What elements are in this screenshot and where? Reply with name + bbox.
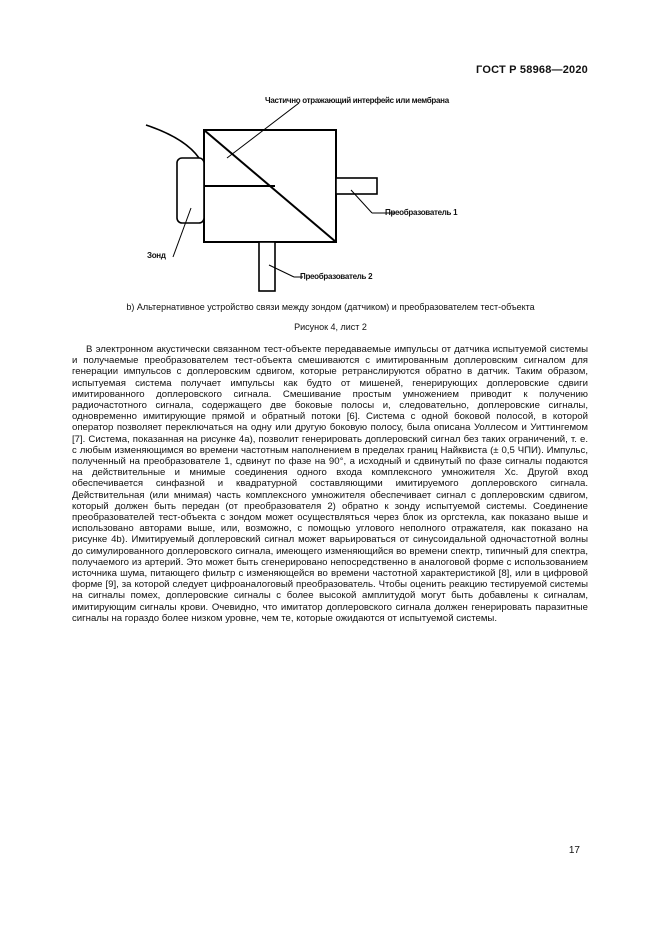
body-text [72,344,588,624]
body-paragraph: В электронном акустически связанном тест-объекте передаваемые импульсы от датчика испытуемой системы и получаемые преобразователем тест-объекта смешиваются с имитированным доплеровским сигналом для генерации импульсов с доплеровским сдвигом, которые ретранслируются обратно в датчик. Таким образом, испытуемая система получает импульсы как будто от мишеней, генерирующих доплеровские сдвиги имитированного доплеровского сигнала. Смешивание простым умножением приводит к получению радиочастотного сигнала, содержащего две боковые полосы и, следовательно, доплеровские сигналы, одновременно имитирующие прямой и обратный потоки [6]. Система с одной боковой полосой, в которой оператор позволяет переключаться на одну или другую боковую полосу, была описана Уоллесом и Уиттингемом [7]. Система, показанная на рисунке 4a), позволит генерировать доплеровский сигнал без таких ограничений, т. е. с любым изменяющимся во времени частотным наполнением в пределах границ Найквиста (± 0,5 ЧПИ). Импульс, полученный на преобразователе 1, сдвинут по фазе на 90°, а исходный и сдвинутый по фазе сигналы подаются на действительные и мнимые соединения одного входа комплексного умножителя Xc. Другой вход обеспечивается синфазной и квадратурной составляющими имитируемого доплеровского сигнала. Действительная (или мнимая) часть комплексного умножителя обеспечивает сигнал с доплеровским сдвигом, который должен быть передан (от преобразователя 2) обратно к зонду испытуемой системы. Соединение преобразователей тест-объекта с зондом может осуществляться через блок из оргстекла, как показано выше и использовано авторами выше, или, возможно, с помощью углового неполного отражателя, как показано на рисунке 4b). Имитируемый доплеровский сигнал может варьироваться от синусоидальной одночастотной волны до симулированного доплеровского сигнала, имеющего изменяющийся во времени спектр, типичный для спектра, получаемого из артерий. Это может быть сгенерировано непосредственно в аналоговой форме с использованием источника шума, питающего фильтр с изменяющейся во времени частотной характеристикой [8], или в цифровой форме [9], за которой следует цифроаналоговый преобразователь. Чтобы оценить реакцию тестируемой системы на сигналы помех, доплеровские сигналы с более высокой амплитудой могут быть добавлены к сигналам, имитирующим сигналы крови. Очевидно, что имитатор доплеровского сигнала должен генерировать паразитные сигналы на гораздо более низком уровне, чем те, которые ожидаются от испытуемой системы. [72,344,588,624]
label-probe: Зонд [147,251,166,260]
label-transducer-1: Преобразователь 1 [385,208,458,217]
page-number: 17 [568,845,580,856]
subfigure-caption: b) Альтернативное устройство связи между зондом (датчиком) и преобразователем тест-объекта [126,302,535,312]
label-interface: Частично отражающий интерфейс или мембрана [265,96,449,105]
probe-body [177,158,204,223]
label-transducer-2: Преобразователь 2 [300,272,373,281]
probe-cable [146,125,199,158]
document-standard-number: ГОСТ Р 58968—2020 [476,64,588,76]
coupling-diagram [0,0,661,300]
figure-caption: Рисунок 4, лист 2 [294,322,367,332]
coupling-diagram-svg [0,0,661,300]
transducer-1 [336,178,377,194]
